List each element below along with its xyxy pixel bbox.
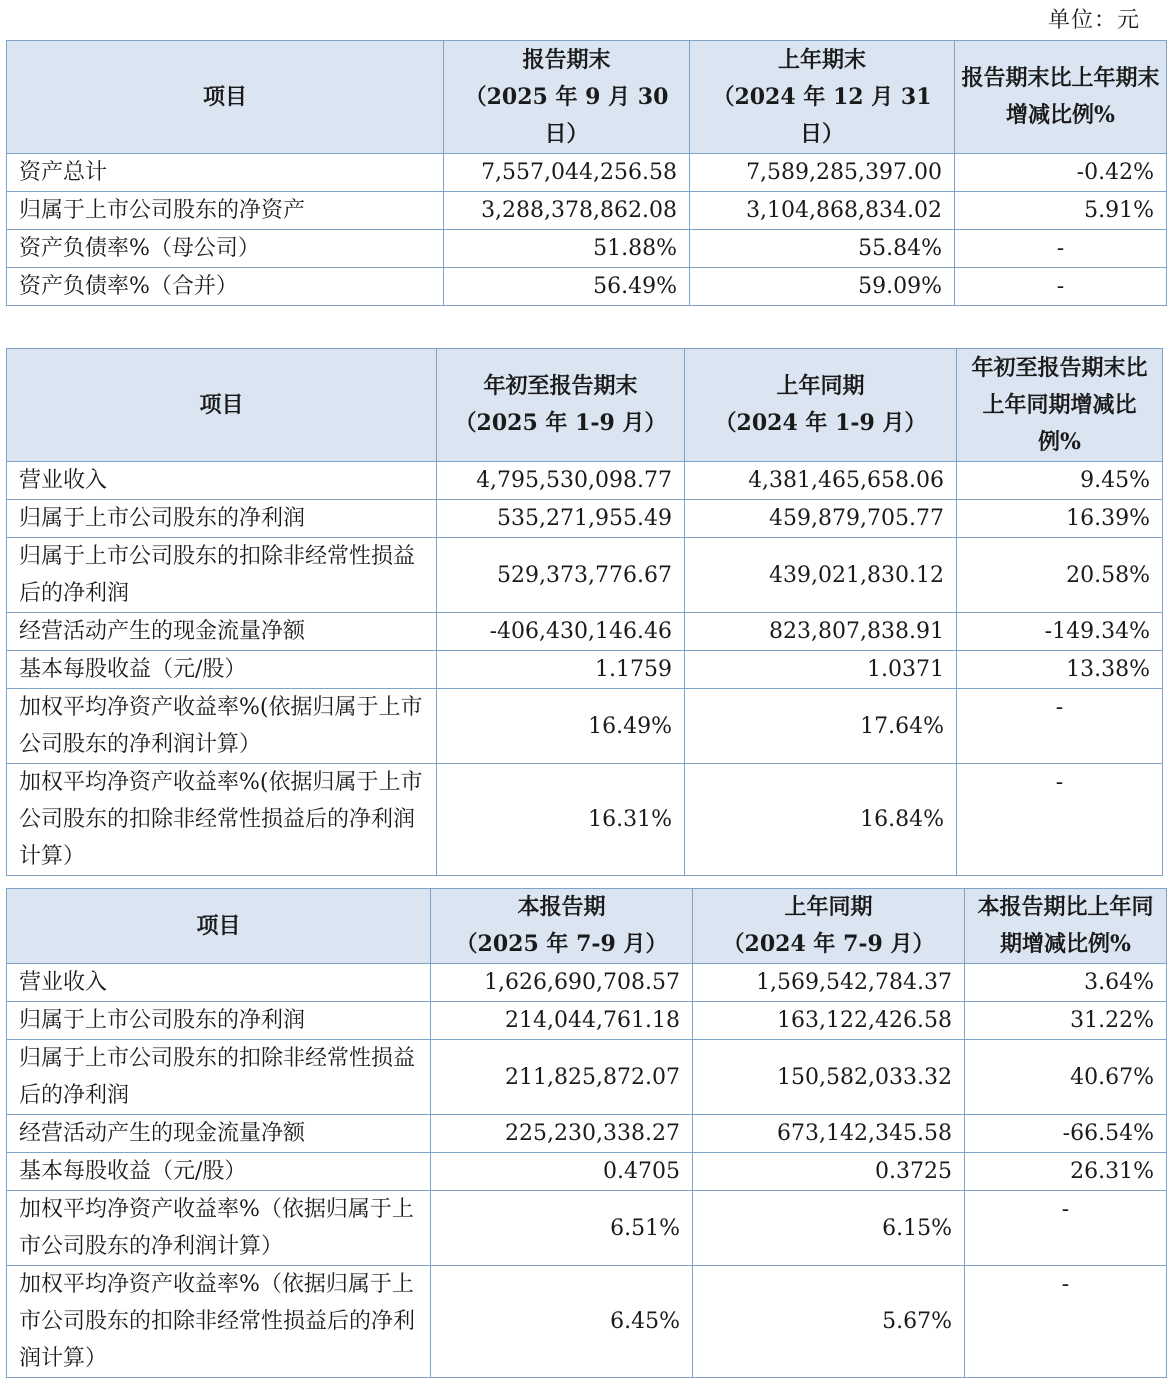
cell-value: 1.0371 <box>685 651 957 689</box>
cell-value: 7,557,044,256.58 <box>444 154 690 192</box>
table-row <box>7 268 1167 306</box>
cell-value: 20.58% <box>957 538 1163 613</box>
cell-value: 51.88% <box>444 230 690 268</box>
cell-value: 535,271,955.49 <box>437 500 685 538</box>
cell-value: 9.45% <box>957 462 1163 500</box>
cell-value: - <box>957 764 1163 876</box>
cell-value: 823,807,838.91 <box>685 613 957 651</box>
cell-value: -149.34% <box>957 613 1163 651</box>
row-label: 归属于上市公司股东的扣除非经常性损益后的净利润 <box>7 538 437 613</box>
cell-value: 439,021,830.12 <box>685 538 957 613</box>
cell-value: 163,122,426.58 <box>693 1002 965 1040</box>
table-row <box>7 500 1163 538</box>
balance-table <box>6 40 1167 306</box>
cell-value: 1,626,690,708.57 <box>431 964 693 1002</box>
table-row <box>7 613 1163 651</box>
table-row <box>7 462 1163 500</box>
row-label: 加权平均净资产收益率%（依据归属于上市公司股东的净利润计算） <box>7 1191 431 1266</box>
cell-value: 3,104,868,834.02 <box>690 192 955 230</box>
cell-value: 16.39% <box>957 500 1163 538</box>
cell-value: 16.84% <box>685 764 957 876</box>
row-label: 经营活动产生的现金流量净额 <box>7 1115 431 1153</box>
cell-value: 0.3725 <box>693 1153 965 1191</box>
cell-value: 0.4705 <box>431 1153 693 1191</box>
row-label: 资产总计 <box>7 154 444 192</box>
cell-value: 26.31% <box>965 1153 1167 1191</box>
table-row <box>7 1115 1167 1153</box>
row-label: 资产负债率%（母公司） <box>7 230 444 268</box>
cell-value: -66.54% <box>965 1115 1167 1153</box>
cell-value: 6.45% <box>431 1266 693 1378</box>
quarter-income-table <box>6 888 1167 1378</box>
table-row <box>7 230 1167 268</box>
cell-value: 17.64% <box>685 689 957 764</box>
table-row <box>7 689 1163 764</box>
row-label: 营业收入 <box>7 964 431 1002</box>
cell-value: 214,044,761.18 <box>431 1002 693 1040</box>
cell-value: 40.67% <box>965 1040 1167 1115</box>
row-label: 归属于上市公司股东的净资产 <box>7 192 444 230</box>
cell-value: 6.51% <box>431 1191 693 1266</box>
cell-value: - <box>957 689 1163 764</box>
cell-value: 5.67% <box>693 1266 965 1378</box>
table-row <box>7 964 1167 1002</box>
table-row <box>7 192 1167 230</box>
cell-value: 529,373,776.67 <box>437 538 685 613</box>
table-row <box>7 538 1163 613</box>
cell-value: - <box>965 1191 1167 1266</box>
row-label: 基本每股收益（元/股） <box>7 1153 431 1191</box>
cell-value: 211,825,872.07 <box>431 1040 693 1115</box>
row-label: 归属于上市公司股东的净利润 <box>7 1002 431 1040</box>
header-change-pct: 报告期末比上年期末增减比例% <box>955 41 1167 154</box>
row-label: 加权平均净资产收益率%(依据归属于上市公司股东的扣除非经常性损益后的净利润计算） <box>7 764 437 876</box>
cell-value: - <box>965 1266 1167 1378</box>
table-row <box>7 1266 1167 1378</box>
row-label: 资产负债率%（合并） <box>7 268 444 306</box>
unit-label: 单位：元 <box>1047 8 1140 33</box>
cell-value: 4,381,465,658.06 <box>685 462 957 500</box>
cell-value: 1.1759 <box>437 651 685 689</box>
cell-value: 59.09% <box>690 268 955 306</box>
cell-value: 7,589,285,397.00 <box>690 154 955 192</box>
row-label: 加权平均净资产收益率%(依据归属于上市公司股东的净利润计算） <box>7 689 437 764</box>
header-change-pct: 本报告期比上年同期增减比例% <box>965 889 1167 964</box>
table-row <box>7 154 1167 192</box>
cell-value: 459,879,705.77 <box>685 500 957 538</box>
cell-value: 150,582,033.32 <box>693 1040 965 1115</box>
table-row <box>7 651 1163 689</box>
header-quarter: 本报告期 （2025 年 7-9 月） <box>431 889 693 964</box>
header-ytd: 年初至报告期末 （2025 年 1-9 月） <box>437 349 685 462</box>
table-row <box>7 1153 1167 1191</box>
cell-value: 4,795,530,098.77 <box>437 462 685 500</box>
cell-value: 6.15% <box>693 1191 965 1266</box>
header-item: 项目 <box>7 889 431 964</box>
cell-value: 673,142,345.58 <box>693 1115 965 1153</box>
row-label: 归属于上市公司股东的净利润 <box>7 500 437 538</box>
table-row <box>7 1040 1167 1115</box>
header-prior-ytd: 上年同期 （2024 年 1-9 月） <box>685 349 957 462</box>
cell-value: 5.91% <box>955 192 1167 230</box>
cell-value: 225,230,338.27 <box>431 1115 693 1153</box>
table-row <box>7 1191 1167 1266</box>
header-prior-year-end: 上年期末 （2024 年 12 月 31 日） <box>690 41 955 154</box>
header-item: 项目 <box>7 41 444 154</box>
cell-value: 3,288,378,862.08 <box>444 192 690 230</box>
cell-value: 16.49% <box>437 689 685 764</box>
cell-value: 31.22% <box>965 1002 1167 1040</box>
cell-value: - <box>955 268 1167 306</box>
header-prior-quarter: 上年同期 （2024 年 7-9 月） <box>693 889 965 964</box>
row-label: 基本每股收益（元/股） <box>7 651 437 689</box>
ytd-income-table <box>6 348 1163 876</box>
cell-value: -406,430,146.46 <box>437 613 685 651</box>
table-row <box>7 1002 1167 1040</box>
cell-value: 56.49% <box>444 268 690 306</box>
cell-value: - <box>955 230 1167 268</box>
table-row <box>7 764 1163 876</box>
header-item: 项目 <box>7 349 437 462</box>
cell-value: 16.31% <box>437 764 685 876</box>
header-change-pct: 年初至报告期末比上年同期增减比例% <box>957 349 1163 462</box>
row-label: 归属于上市公司股东的扣除非经常性损益后的净利润 <box>7 1040 431 1115</box>
cell-value: 3.64% <box>965 964 1167 1002</box>
cell-value: -0.42% <box>955 154 1167 192</box>
row-label: 加权平均净资产收益率%（依据归属于上市公司股东的扣除非经常性损益后的净利润计算） <box>7 1266 431 1378</box>
row-label: 营业收入 <box>7 462 437 500</box>
cell-value: 55.84% <box>690 230 955 268</box>
cell-value: 13.38% <box>957 651 1163 689</box>
cell-value: 1,569,542,784.37 <box>693 964 965 1002</box>
header-period-end: 报告期末 （2025 年 9 月 30 日） <box>444 41 690 154</box>
row-label: 经营活动产生的现金流量净额 <box>7 613 437 651</box>
